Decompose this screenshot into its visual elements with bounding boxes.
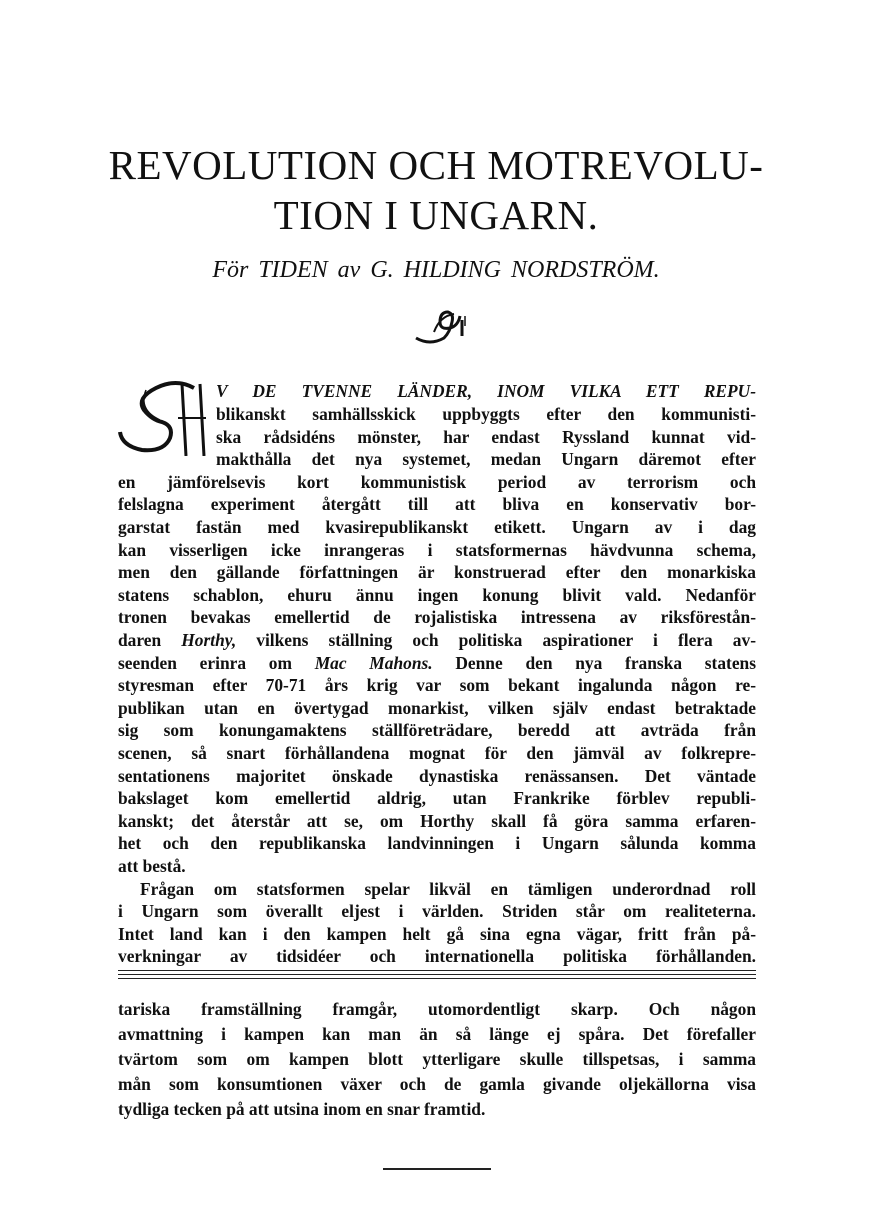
body-line: i Ungarn som överallt eljest i världen. Striden står om realiteterna. xyxy=(118,901,756,922)
divider xyxy=(118,978,756,979)
body-line: men den gällande författningen är konstruerad efter den monarkiska xyxy=(118,562,756,583)
body-line: felslagna experiment återgått till att bliva en konservativ bor- xyxy=(118,494,756,515)
body-line: blikanskt samhällsskick uppbyggts efter den kommunisti- xyxy=(216,404,756,424)
line-text: Denne den nya franska statens xyxy=(432,652,756,673)
drop-cap-letter xyxy=(116,380,208,456)
body-line: Frågan om statsformen spelar likväl en tämligen underordnad roll xyxy=(140,878,756,899)
byline: För TIDEN av G. HILDING NORDSTRÖM. xyxy=(212,257,660,283)
body-line: kan visserligen icke inrangeras i statsformernas hävdvunna schema, xyxy=(118,539,756,560)
continuation-line: tydliga tecken på att utsina inom en snar framtid. xyxy=(118,1099,486,1119)
continuation-line: tariska framställning framgår, utomordentligt skarp. Och någon xyxy=(118,999,756,1019)
continuation-line: mån som konsumtionen växer och de gamla givande oljekällorna visa xyxy=(118,1074,756,1094)
body-line: kanskt; det återstår att se, om Horthy skall få göra samma erfaren- xyxy=(118,810,756,831)
body-line: bakslaget kom emellertid aldrig, utan Frankrike förblev republi- xyxy=(118,788,756,809)
continuation-line: tvärtom som om kampen blott ytterligare skulle tillspetsas, i samma xyxy=(118,1049,756,1069)
divider xyxy=(118,970,756,971)
body-line: styresman efter 70-71 års krig var som bekant ingalunda någon re- xyxy=(118,675,756,696)
body-line: sentationens majoritet önskade dynastiska renässansen. Det väntade xyxy=(118,765,756,786)
line-text: daren xyxy=(118,630,182,650)
body-line: sig som konungamaktens ställföreträdare, beredd att avträda från xyxy=(118,720,756,741)
body-line: publikan utan en övertygad monarkist, vilken själv endast betraktade xyxy=(118,697,756,718)
body-line: att bestå. xyxy=(118,856,186,876)
first-line: V DE TVENNE LÄNDER, INOM VILKA ETT REPU- xyxy=(216,381,756,401)
body-line xyxy=(118,652,756,674)
ornament-icon xyxy=(410,302,470,352)
body-line: en jämförelsevis kort kommunistisk period av terrorism och xyxy=(118,471,756,492)
body-line: statens schablon, ehuru ännu ingen konung blivit vald. Nedanför xyxy=(118,584,756,605)
body-line: het och den republikanska landvinningen i Ungarn sålunda komma xyxy=(118,833,756,854)
body-line: verkningar av tidsidéer och internationella politiska förhållanden. xyxy=(118,946,756,967)
person-name: Mac Mahons. xyxy=(314,652,433,673)
body-line: tronen bevakas emellertid de rojalistiska intressena av riksförestån- xyxy=(118,607,756,628)
body-line xyxy=(118,629,756,651)
body-line: ska rådsidéns mönster, har endast Ryssland kunnat vid- xyxy=(216,426,756,447)
body-line: Intet land kan i den kampen helt gå sina egna vägar, fritt från på- xyxy=(118,923,756,944)
body-line: makthålla det nya systemet, medan Ungarn däremot efter xyxy=(216,449,756,470)
body-line: garstat fastän med kvasirepublikanskt etikett. Ungarn av i dag xyxy=(118,517,756,537)
continuation-line: avmattning i kampen kan man än så länge ej spåra. Det förefaller xyxy=(118,1024,756,1044)
line-text: seenden erinra om xyxy=(118,652,315,673)
divider xyxy=(118,974,756,975)
person-name: Horthy, xyxy=(181,630,237,650)
page-title-line-2: TION I UNGARN. xyxy=(273,192,599,238)
line-text: vilkens ställning och politiska aspirationer i flera av- xyxy=(236,630,756,650)
end-rule xyxy=(383,1168,491,1170)
body-line: scenen, så snart förhållandena mognat för den jämväl av folkrepre- xyxy=(118,743,756,763)
page-title-line-1: REVOLUTION OCH MOTREVOLU- xyxy=(108,142,764,188)
